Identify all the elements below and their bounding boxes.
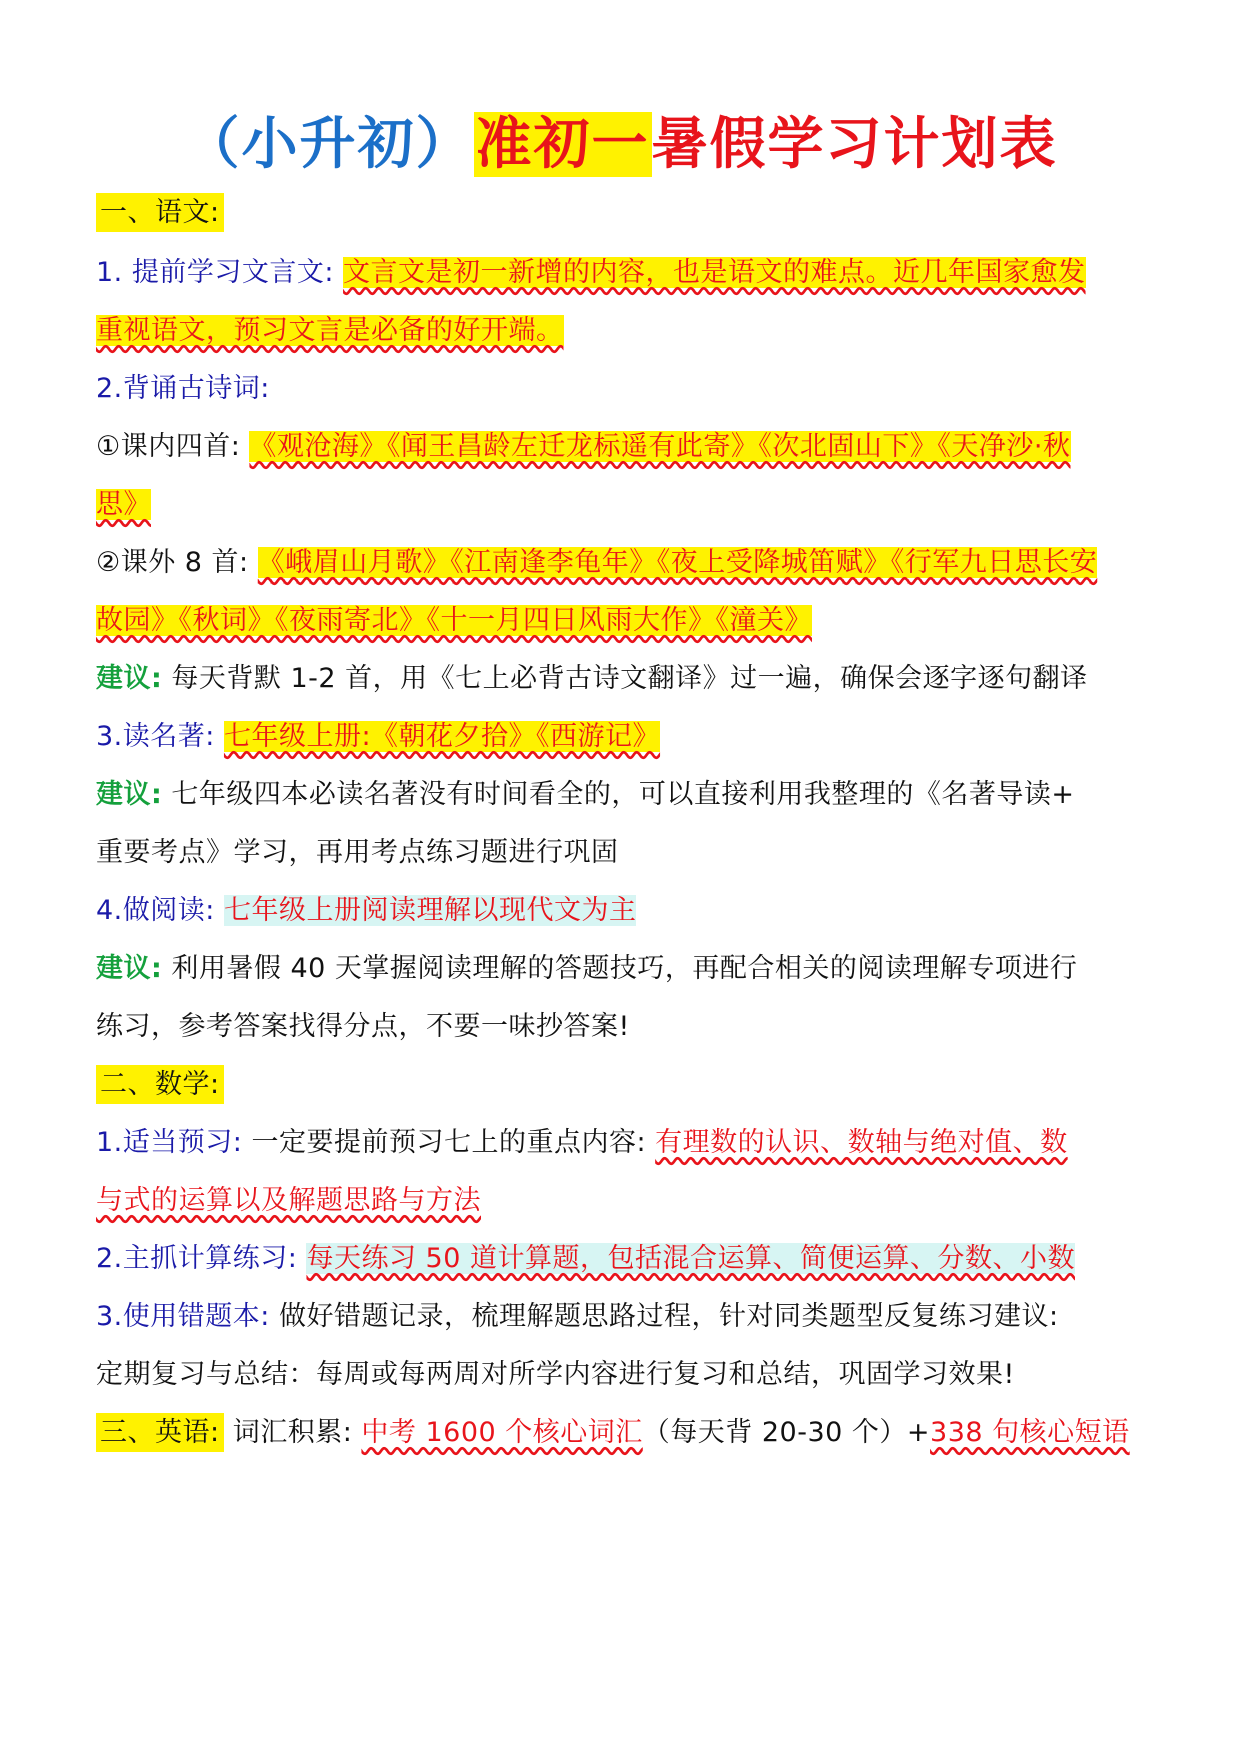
chinese-inclass-poems-cont: 思》 bbox=[96, 489, 151, 520]
math-item1-label: 1.适当预习: bbox=[96, 1127, 243, 1158]
math-item3-row-cont bbox=[96, 1352, 1156, 1398]
section-english-row bbox=[96, 1410, 1156, 1456]
chinese-suggest2-text-cont: 重要考点》学习，再用考点练习题进行巩固 bbox=[96, 837, 619, 868]
chinese-item2-label: 2.背诵古诗词: bbox=[96, 373, 270, 404]
chinese-suggest2-row bbox=[96, 772, 1156, 818]
chinese-extra-label: ②课外 8 首: bbox=[96, 547, 249, 578]
chinese-item3-label: 3.读名著: bbox=[96, 721, 215, 752]
english-label: 词汇积累: bbox=[232, 1417, 353, 1448]
english-phrases-red: 338 句核心短语 bbox=[930, 1417, 1130, 1448]
chinese-item4-text: 七年级上册阅读理解以现代文为主 bbox=[223, 895, 637, 926]
chinese-extra-row bbox=[96, 540, 1156, 586]
math-item1-row bbox=[96, 1120, 1156, 1166]
math-item2-text: 每天练习 50 道计算题，包括混合运算、简便运算、分数、小数 bbox=[306, 1243, 1075, 1274]
math-item1-row-cont bbox=[96, 1178, 1156, 1224]
section-math-heading-row bbox=[96, 1062, 1156, 1108]
chinese-suggest3-row bbox=[96, 946, 1156, 992]
chinese-item1-text-cont: 重视语文，预习文言是必备的好开端。 bbox=[96, 315, 564, 346]
section-heading-math: 二、数学: bbox=[96, 1065, 224, 1104]
chinese-item3-text: 七年级上册:《朝花夕拾》《西游记》 bbox=[223, 721, 661, 752]
chinese-item4-label: 4.做阅读: bbox=[96, 895, 215, 926]
math-item1-red-cont: 与式的运算以及解题思路与方法 bbox=[96, 1185, 481, 1216]
chinese-suggest2-row-cont bbox=[96, 830, 1156, 876]
chinese-item2-row bbox=[96, 366, 1156, 412]
suggestion-label: 建议: bbox=[96, 779, 163, 810]
chinese-suggest3-text: 利用暑假 40 天掌握阅读理解的答题技巧，再配合相关的阅读理解专项进行 bbox=[171, 953, 1078, 984]
math-item1-red: 有理数的认识、数轴与绝对值、数 bbox=[655, 1127, 1068, 1158]
chinese-suggest1-text: 每天背默 1-2 首，用《七上必背古诗文翻译》过一遍，确保会逐字逐句翻译 bbox=[171, 663, 1088, 694]
math-item1-plain: 一定要提前预习七上的重点内容: bbox=[251, 1127, 647, 1158]
chinese-item1-row-cont bbox=[96, 308, 1156, 354]
math-item3-text: 做好错题记录，梳理解题思路过程，针对同类题型反复练习建议: bbox=[278, 1301, 1059, 1332]
chinese-suggest3-text-cont: 练习，参考答案找得分点，不要一味抄答案! bbox=[96, 1011, 630, 1042]
section-chinese-heading-row bbox=[96, 190, 1156, 236]
suggestion-label: 建议: bbox=[96, 663, 163, 694]
suggestion-label: 建议: bbox=[96, 953, 163, 984]
chinese-extra-row-cont bbox=[96, 598, 1156, 644]
chinese-item4-row bbox=[96, 888, 1156, 934]
math-item2-label: 2.主抓计算练习: bbox=[96, 1243, 298, 1274]
chinese-inclass-row bbox=[96, 424, 1156, 470]
chinese-suggest2-text: 七年级四本必读名著没有时间看全的，可以直接利用我整理的《名著导读+ bbox=[171, 779, 1075, 810]
english-middle: （每天背 20-30 个）+ bbox=[642, 1417, 931, 1448]
chinese-item1-label: 1. 提前学习文言文: bbox=[96, 257, 334, 288]
chinese-inclass-label: ①课内四首: bbox=[96, 431, 241, 462]
chinese-extra-poems-cont: 故园》《秋词》《夜雨寄北》《十一月四日风雨大作》《潼关》 bbox=[96, 605, 812, 636]
math-item2-row bbox=[96, 1236, 1156, 1282]
section-heading-chinese: 一、语文: bbox=[96, 193, 224, 232]
title-part-grade: （小升初） bbox=[183, 112, 474, 177]
section-heading-english: 三、英语: bbox=[96, 1413, 224, 1452]
english-vocab-red: 中考 1600 个核心词汇 bbox=[361, 1417, 643, 1448]
title-part-highlight: 准初一 bbox=[475, 112, 650, 177]
chinese-extra-poems: 《峨眉山月歌》《江南逢李龟年》《夜上受降城笛赋》《行军九日思长安 bbox=[257, 547, 1098, 578]
chinese-inclass-poems: 《观沧海》《闻王昌龄左迁龙标遥有此寄》《次北固山下》《天净沙·秋 bbox=[249, 431, 1071, 462]
math-item3-row bbox=[96, 1294, 1156, 1340]
math-item3-text-cont: 定期复习与总结：每周或每两周对所学内容进行复习和总结，巩固学习效果! bbox=[96, 1359, 1015, 1390]
chinese-item1-text: 文言文是初一新增的内容，也是语文的难点。近几年国家愈发 bbox=[343, 257, 1086, 288]
chinese-suggest3-row-cont bbox=[96, 1004, 1156, 1050]
chinese-item3-row bbox=[96, 714, 1156, 760]
chinese-suggest1-row bbox=[96, 656, 1156, 702]
math-item3-label: 3.使用错题本: bbox=[96, 1301, 270, 1332]
chinese-inclass-row-cont bbox=[96, 482, 1156, 528]
page-title bbox=[0, 105, 1241, 185]
chinese-item1-row bbox=[96, 250, 1156, 296]
title-part-main: 暑假学习计划表 bbox=[651, 112, 1058, 177]
